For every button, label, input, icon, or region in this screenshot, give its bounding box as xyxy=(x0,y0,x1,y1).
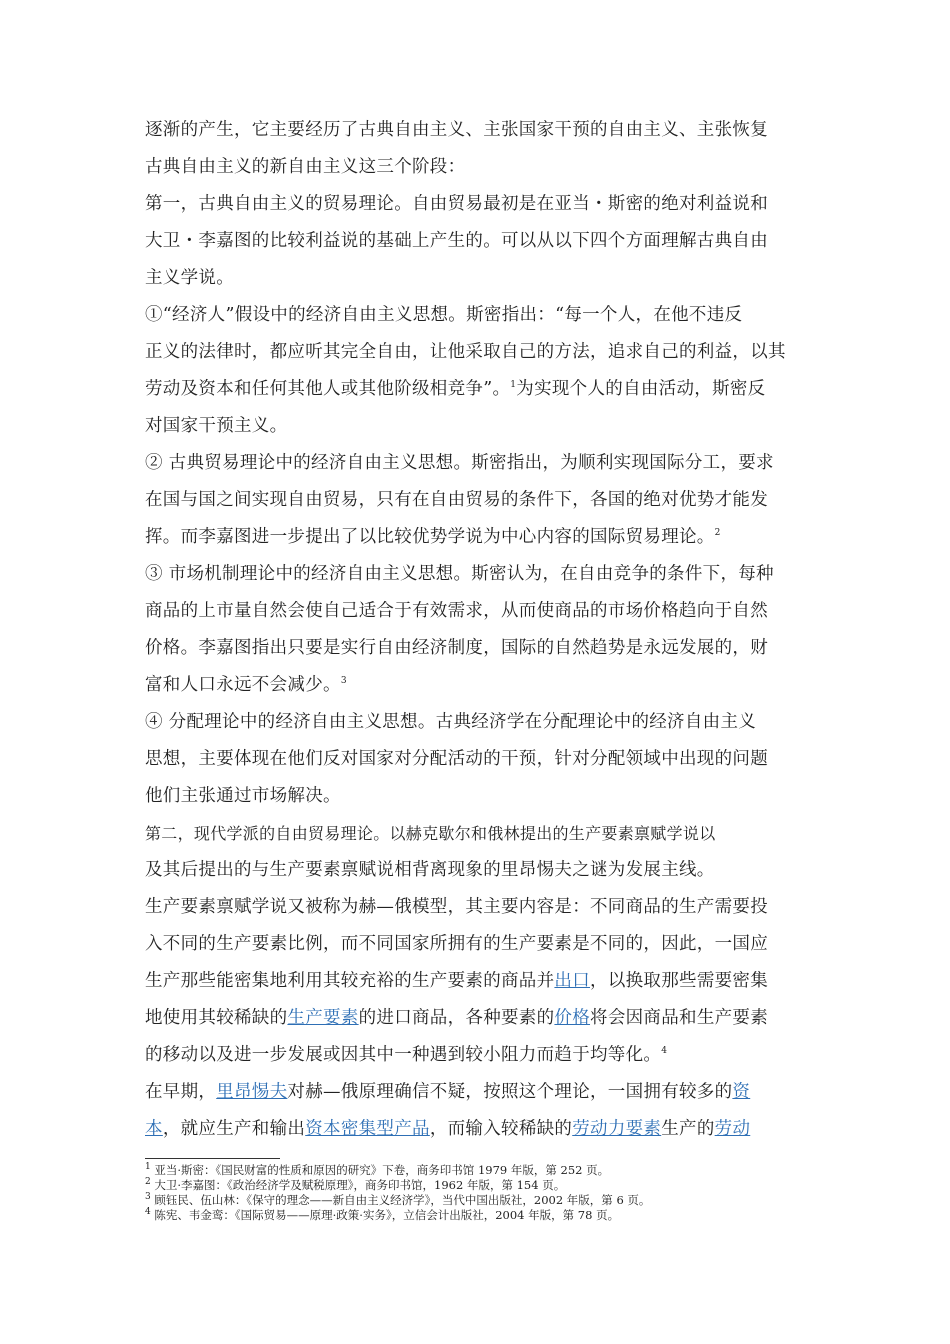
paragraph-line: 第一，古典自由主义的贸易理论。自由贸易最初是在亚当・斯密的绝对利益说和 xyxy=(145,194,768,214)
text-segment: 为实现个人的自由活动，斯密反 xyxy=(516,379,766,399)
footnote-divider xyxy=(145,1158,280,1159)
text-segment: 生产那些能密集地利用其较充裕的生产要素的商品并 xyxy=(145,971,555,991)
paragraph-line: 思想，主要体现在他们反对国家对分配活动的干预，针对分配领域中出现的问题 xyxy=(145,749,768,769)
text-segment: 挥。而李嘉图进一步提出了以比较优势学说为中心内容的国际贸易理论。 xyxy=(145,527,715,547)
paragraph-line: 商品的上市量自然会使自己适合于有效需求，从而使商品的市场价格趋向于自然 xyxy=(145,601,768,621)
link-production-factors[interactable]: 生产要素 xyxy=(287,1008,359,1028)
text-segment: 生产的 xyxy=(661,1119,715,1139)
paragraph-line: 主义学说。 xyxy=(145,268,234,288)
text-segment: ，以换取那些需要密集 xyxy=(590,971,769,991)
paragraph-line xyxy=(145,1000,810,1037)
link-labor-factor[interactable]: 劳动力要素 xyxy=(572,1119,662,1139)
paragraph-line xyxy=(145,1037,810,1074)
footnote-item xyxy=(145,1208,825,1223)
link-price[interactable]: 价格 xyxy=(554,1008,591,1028)
paragraph-line: 及其后提出的与生产要素禀赋说相背离现象的里昂惕夫之谜为发展主线。 xyxy=(145,860,715,880)
paragraph-line xyxy=(145,1074,810,1111)
paragraph-line xyxy=(145,371,810,408)
footnote-text: 大卫·李嘉图：《政治经济学及赋税原理》，商务印书馆，1962 年版，第 154 页。 xyxy=(150,1178,566,1192)
footnote-number: 4 xyxy=(145,1207,151,1218)
footnote-number: 1 xyxy=(145,1162,151,1173)
paragraph-line: ④ 分配理论中的经济自由主义思想。古典经济学在分配理论中的经济自由主义 xyxy=(145,712,757,732)
paragraph-line xyxy=(145,667,810,704)
paragraph-line: 大卫・李嘉图的比较利益说的基础上产生的。可以从以下四个方面理解古典自由 xyxy=(145,231,768,251)
paragraph-line: 对国家干预主义。 xyxy=(145,416,288,436)
footnote-ref-1[interactable]: 1 xyxy=(510,380,517,391)
paragraph-line: ③ 市场机制理论中的经济自由主义思想。斯密认为，在自由竞争的条件下，每种 xyxy=(145,564,774,584)
footnote-number: 2 xyxy=(145,1177,151,1188)
paragraph-line: ①“经济人”假设中的经济自由主义思想。斯密指出：“每一个人，在他不违反 xyxy=(145,305,743,325)
paragraph-line: 价格。李嘉图指出只要是实行自由经济制度，国际的自然趋势是永远发展的，财 xyxy=(145,638,768,658)
paragraph-line: ② 古典贸易理论中的经济自由主义思想。斯密指出，为顺利实现国际分工，要求 xyxy=(145,453,774,473)
text-segment: 的进口商品，各种要素的 xyxy=(358,1008,555,1028)
footnote-item xyxy=(145,1163,825,1178)
text-segment: 的移动以及进一步发展或因其中一种遇到较小阻力而趋于均等化。 xyxy=(145,1045,662,1065)
text-segment: 劳动及资本和任何其他人或其他阶级相竞争”。 xyxy=(145,379,511,399)
text-segment: ，而输入较稀缺的 xyxy=(429,1119,573,1139)
footnote-text: 顾钰民、伍山林：《保守的理念——新自由主义经济学》，当代中国出版社，2002 年版，第 6 页。 xyxy=(150,1193,651,1207)
paragraph-line: 入不同的生产要素比例，而不同国家所拥有的生产要素是不同的，因此，一国应 xyxy=(145,934,768,954)
text-segment: 富和人口永远不会减少。 xyxy=(145,675,341,695)
paragraph-line: 在国与国之间实现自由贸易，只有在自由贸易的条件下，各国的绝对优势才能发 xyxy=(145,490,768,510)
text-segment: ，就应生产和输出 xyxy=(162,1119,306,1139)
link-leontief[interactable]: 里昂惕夫 xyxy=(216,1082,288,1102)
footnote-number: 3 xyxy=(145,1192,151,1203)
paragraph-line: 生产要素禀赋学说又被称为赫—俄模型，其主要内容是：不同商品的生产需要投 xyxy=(145,897,768,917)
text-segment: 对赫—俄原理确信不疑，按照这个理论，一国拥有较多的 xyxy=(287,1082,733,1102)
footnote-item xyxy=(145,1178,825,1193)
paragraph-line: 古典自由主义的新自由主义这三个阶段： xyxy=(145,157,466,177)
footnote-ref-4[interactable]: 4 xyxy=(661,1046,668,1057)
footnote-ref-2[interactable]: 2 xyxy=(714,528,721,539)
text-segment: 地使用其较稀缺的 xyxy=(145,1008,288,1028)
footnotes xyxy=(145,1163,825,1223)
paragraph-line: 正义的法律时，都应听其完全自由，让他采取自己的方法，追求自己的利益，以其 xyxy=(145,342,786,362)
paragraph-line xyxy=(145,1111,810,1148)
footnote-item xyxy=(145,1193,825,1208)
paragraph-line: 第二，现代学派的自由贸易理论。以赫克歇尔和俄林提出的生产要素禀赋学说以 xyxy=(145,824,716,843)
link-capital-intensive-products[interactable]: 资本密集型产品 xyxy=(305,1119,430,1139)
footnote-text: 陈宪、韦金鸾：《国际贸易——原理·政策·实务》，立信会计出版社，2004 年版，第 78 页。 xyxy=(150,1208,620,1222)
footnote-text: 亚当·斯密：《国民财富的性质和原因的研究》下卷，商务印书馆 1979 年版，第 252 页。 xyxy=(150,1163,610,1177)
text-segment: 在早期， xyxy=(145,1082,217,1102)
footnote-ref-3[interactable]: 3 xyxy=(340,676,347,687)
document-body xyxy=(145,112,810,1148)
link-capital[interactable]: 资 xyxy=(732,1082,751,1102)
text-segment: 将会因商品和生产要素 xyxy=(590,1008,769,1028)
link-capital[interactable]: 本 xyxy=(145,1119,163,1139)
link-labor[interactable]: 劳动 xyxy=(714,1119,751,1139)
paragraph-line xyxy=(145,519,810,556)
paragraph-line: 逐渐的产生，它主要经历了古典自由主义、主张国家干预的自由主义、主张恢复 xyxy=(145,120,768,140)
paragraph-line: 他们主张通过市场解决。 xyxy=(145,786,341,806)
paragraph-line xyxy=(145,963,810,1000)
link-export[interactable]: 出口 xyxy=(554,971,591,991)
